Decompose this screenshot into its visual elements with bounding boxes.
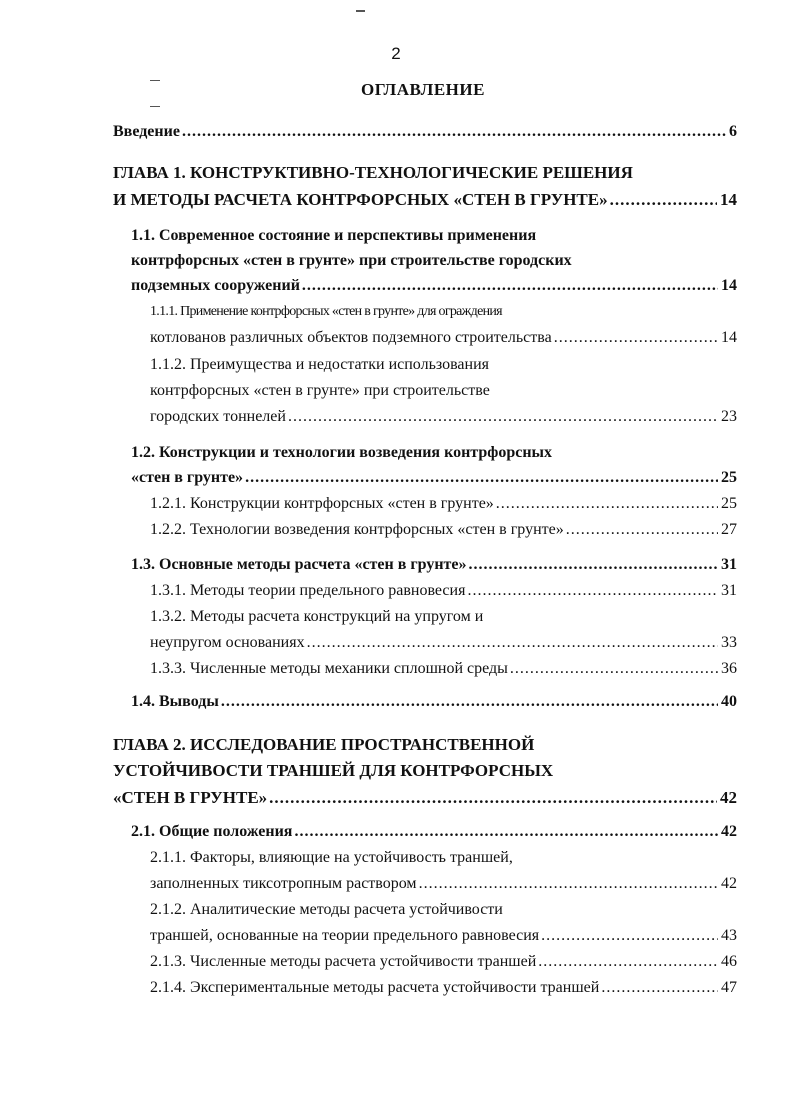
- dot-leader: [510, 657, 718, 681]
- dot-leader: [294, 820, 718, 844]
- toc-section-1-1[interactable]: [131, 274, 737, 298]
- dot-leader: [307, 631, 718, 655]
- toc-page-number: 47: [721, 979, 737, 996]
- toc-page-number: 25: [721, 495, 737, 512]
- toc-entry-text: 2.1. Общие положения: [131, 823, 293, 840]
- toc-subsection-1-3-1[interactable]: [150, 579, 737, 603]
- toc-entry-text: 1.3. Основные методы расчета «стен в грунте»: [131, 556, 467, 573]
- toc-section-2-1[interactable]: [131, 820, 737, 844]
- dot-leader: [538, 950, 718, 974]
- toc-page-number: 42: [721, 823, 737, 840]
- toc-page-number: 31: [721, 556, 737, 573]
- toc-entry-text: 2.1.4. Экспериментальные методы расчета устойчивости траншей: [150, 979, 600, 996]
- dot-leader: [610, 188, 717, 212]
- toc-subsection-2-1-2[interactable]: [150, 924, 737, 948]
- toc-page-number: 31: [721, 582, 737, 599]
- toc-entry-text: 1.4. Выводы: [131, 693, 219, 710]
- toc-entry-text: 1.2.1. Конструкции контрфорсных «стен в грунте»: [150, 495, 494, 512]
- toc-entry-text: «стен в грунте»: [131, 469, 244, 486]
- toc-chapter-2-line1[interactable]: ГЛАВА 2. ИССЛЕДОВАНИЕ ПРОСТРАНСТВЕННОЙ: [113, 735, 535, 754]
- toc-page-number: 6: [729, 123, 737, 140]
- toc-subsection-1-2-2[interactable]: [150, 518, 737, 542]
- dot-leader: [566, 518, 718, 542]
- toc-page-number: 42: [721, 875, 737, 892]
- toc-page-number: 36: [721, 660, 737, 677]
- toc-page-number: 43: [721, 927, 737, 944]
- toc-subsection-1-1-2-line2[interactable]: контрфорсных «стен в грунте» при строительстве: [150, 382, 490, 399]
- toc-entry-text: котлованов различных объектов подземного строительства: [150, 329, 552, 346]
- dot-leader: [469, 553, 718, 577]
- dot-leader: [554, 326, 718, 350]
- scan-mark: [150, 106, 160, 107]
- toc-entry-text: 1.3.3. Численные методы механики сплошной среды: [150, 660, 508, 677]
- page-number: 2: [391, 44, 401, 63]
- toc-subsection-2-1-1-line1[interactable]: 2.1.1. Факторы, влияющие на устойчивость траншей,: [150, 849, 513, 866]
- toc-title: ОГЛАВЛЕНИЕ: [361, 80, 485, 99]
- toc-chapter-2-line2[interactable]: УСТОЙЧИВОСТИ ТРАНШЕЙ ДЛЯ КОНТРФОРСНЫХ: [113, 761, 554, 780]
- toc-page-number: 14: [720, 190, 737, 209]
- toc-page-number: 14: [721, 277, 737, 294]
- toc-entry-text: И МЕТОДЫ РАСЧЕТА КОНТРФОРСНЫХ «СТЕН В ГРУНТЕ»: [113, 190, 608, 209]
- toc-subsection-2-1-1[interactable]: [150, 872, 737, 896]
- scan-mark: [356, 10, 365, 12]
- toc-entry-text: Введение: [113, 123, 180, 140]
- dot-leader: [245, 466, 718, 490]
- toc-subsection-1-2-1[interactable]: [150, 492, 737, 516]
- dot-leader: [288, 405, 718, 429]
- toc-entry-text: «СТЕН В ГРУНТЕ»: [113, 788, 268, 807]
- toc-subsection-2-1-3[interactable]: [150, 950, 737, 974]
- toc-section-1-2-line1[interactable]: 1.2. Конструкции и технологии возведения контрфорсных: [131, 444, 553, 461]
- dot-leader: [182, 120, 726, 144]
- toc-section-1-1-line1[interactable]: 1.1. Современное состояние и перспективы применения: [131, 227, 537, 244]
- toc-section-1-2[interactable]: [131, 466, 737, 490]
- dot-leader: [269, 786, 717, 810]
- toc-entry-text: траншей, основанные на теории предельного равновесия: [150, 927, 540, 944]
- dot-leader: [541, 924, 718, 948]
- toc-entry-intro[interactable]: [113, 120, 737, 144]
- toc-subsection-1-1-1[interactable]: [150, 326, 737, 350]
- toc-section-1-3[interactable]: [131, 553, 737, 577]
- toc-page-number: 23: [721, 408, 737, 425]
- toc-entry-text: 1.2.2. Технологии возведения контрфорсных «стен в грунте»: [150, 521, 564, 538]
- toc-entry-text: городских тоннелей: [150, 408, 286, 425]
- dot-leader: [419, 872, 718, 896]
- toc-subsection-1-1-2[interactable]: [150, 405, 737, 429]
- toc-subsection-1-1-2-line1[interactable]: 1.1.2. Преимущества и недостатки использования: [150, 356, 490, 373]
- toc-chapter-2[interactable]: [113, 786, 737, 810]
- toc-page-number: 40: [721, 693, 737, 710]
- toc-entry-text: заполненных тиксотропным раствором: [150, 875, 417, 892]
- toc-page-number: 33: [721, 634, 737, 651]
- toc-entry-text: подземных сооружений: [131, 277, 300, 294]
- dot-leader: [302, 274, 718, 298]
- toc-subsection-1-1-1-line1[interactable]: 1.1.1. Применение контрфорсных «стен в грунте» для ограждения: [150, 304, 502, 319]
- toc-page-number: 14: [721, 329, 737, 346]
- toc-section-1-4[interactable]: [131, 690, 737, 714]
- toc-subsection-1-3-2[interactable]: [150, 631, 737, 655]
- dot-leader: [601, 976, 718, 1000]
- dot-leader: [496, 492, 718, 516]
- toc-section-1-1-line2[interactable]: контрфорсных «стен в грунте» при строительстве городских: [131, 252, 572, 269]
- toc-entry-text: 1.3.1. Методы теории предельного равновесия: [150, 582, 466, 599]
- toc-page-number: 42: [720, 788, 737, 807]
- toc-chapter-1[interactable]: [113, 188, 737, 212]
- toc-subsection-2-1-2-line1[interactable]: 2.1.2. Аналитические методы расчета устойчивости: [150, 901, 503, 918]
- toc-chapter-1-line1[interactable]: ГЛАВА 1. КОНСТРУКТИВНО-ТЕХНОЛОГИЧЕСКИЕ РЕШЕНИЯ: [113, 163, 633, 182]
- toc-subsection-1-3-3[interactable]: [150, 657, 737, 681]
- dot-leader: [221, 690, 718, 714]
- toc-page-number: 25: [721, 469, 737, 486]
- toc-subsection-2-1-4[interactable]: [150, 976, 737, 1000]
- toc-entry-text: неупругом основаниях: [150, 634, 305, 651]
- dot-leader: [467, 579, 718, 603]
- toc-page-number: 46: [721, 953, 737, 970]
- toc-entry-text: 2.1.3. Численные методы расчета устойчивости траншей: [150, 953, 537, 970]
- toc-subsection-1-3-2-line1[interactable]: 1.3.2. Методы расчета конструкций на упругом и: [150, 608, 484, 625]
- toc-page-number: 27: [721, 521, 737, 538]
